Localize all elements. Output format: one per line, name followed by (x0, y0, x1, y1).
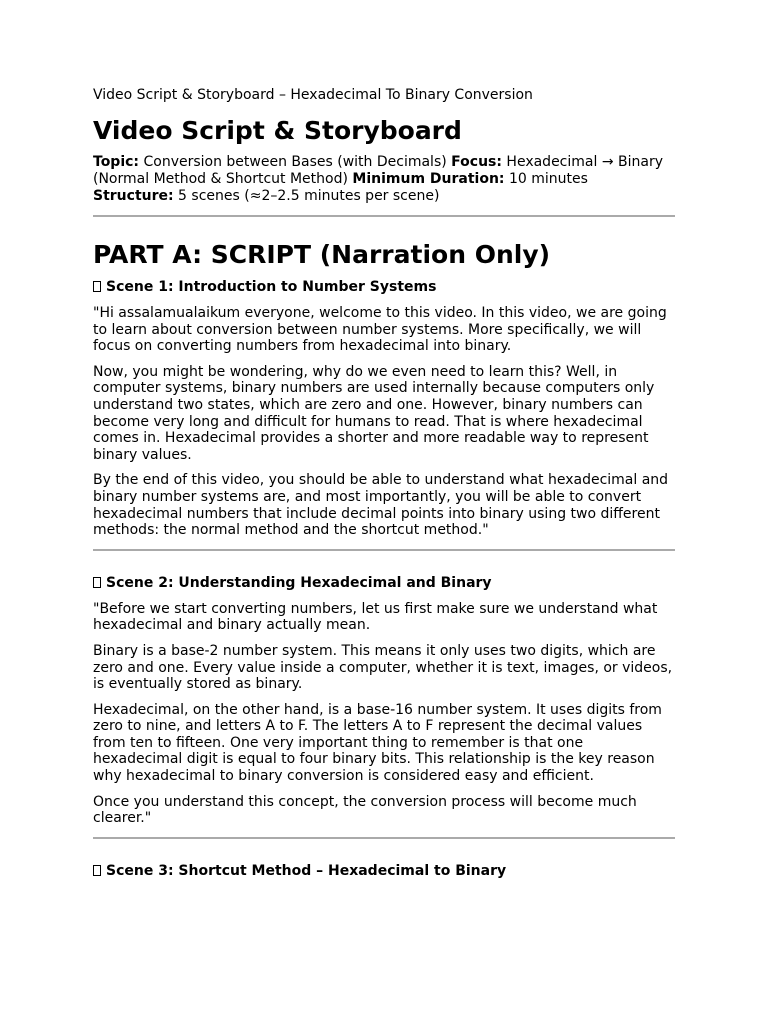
scene-2-paragraph-1: "Before we start converting numbers, let us first make sure we understand what hexadecimal and binary actually mean. (93, 600, 658, 634)
scene-3-title: Scene 3: Shortcut Method – Hexadecimal to Binary (106, 862, 507, 879)
focus-value: Hexadecimal → Binary (Normal Method & Shortcut Method) (93, 154, 663, 187)
part-a-heading: PART A: SCRIPT (Narration Only) (93, 240, 551, 269)
missing-glyph-icon (93, 281, 101, 292)
divider (93, 215, 675, 217)
scene-2-paragraph-4: Once you understand this concept, the conversion process will become much clearer." (93, 793, 637, 827)
document-title: Video Script & Storyboard (93, 116, 462, 145)
duration-value: 10 minutes (504, 171, 588, 187)
topic-value: Conversion between Bases (with Decimals) (139, 154, 452, 170)
divider (93, 837, 675, 839)
scene-3-heading (93, 862, 675, 880)
scene-1-heading (93, 278, 675, 296)
missing-glyph-icon (93, 577, 101, 588)
document-meta (93, 154, 675, 205)
divider (93, 549, 675, 551)
scene-1-paragraph-3: By the end of this video, you should be able to understand what hexadecimal and binary number systems are, and most importantly, you will be able to convert hexadecimal numbers that include decimal points into binary using two different methods: the normal method and the shortcut method." (93, 472, 669, 539)
document-header: Video Script & Storyboard – Hexadecimal To Binary Conversion (93, 87, 533, 103)
document-content (93, 86, 675, 889)
scene-2-title: Scene 2: Understanding Hexadecimal and Binary (106, 574, 492, 591)
scene-1-title: Scene 1: Introduction to Number Systems (106, 279, 437, 295)
scene-2-heading (93, 574, 675, 592)
scene-1-paragraph-2: Now, you might be wondering, why do we even need to learn this? Well, in computer systems, binary numbers are used internally because computers only understand two states, which are zero and one. However, binary numbers can become very long and difficult for humans to read. That is where hexadecimal comes in. Hexadecimal provides a shorter and more readable way to represent binary values. (93, 363, 655, 463)
missing-glyph-icon (93, 865, 101, 876)
scene-2-paragraph-3: Hexadecimal, on the other hand, is a base-16 number system. It uses digits from zero to nine, and letters A to F. The letters A to F represent the decimal values from ten to fifteen. One very important thing to remember is that one hexadecimal digit is equal to four binary bits. This relationship is the key reason why hexadecimal to binary conversion is considered easy and efficient. (93, 701, 662, 785)
focus-label: Focus: (451, 154, 502, 170)
duration-label: Minimum Duration: (352, 171, 505, 187)
topic-label: Topic: (93, 154, 140, 170)
structure-label: Structure: (93, 188, 174, 204)
structure-value: 5 scenes (≈2–2.5 minutes per scene) (173, 188, 440, 204)
scene-1-paragraph-1: "Hi assalamualaikum everyone, welcome to this video. In this video, we are going to learn about conversion between number systems. More specifically, we will focus on converting numbers from hexadecimal into binary. (93, 305, 667, 355)
scene-2-paragraph-2: Binary is a base-2 number system. This means it only uses two digits, which are zero and one. Every value inside a computer, whether it is text, images, or videos, is eventually stored as binary. (93, 642, 673, 693)
